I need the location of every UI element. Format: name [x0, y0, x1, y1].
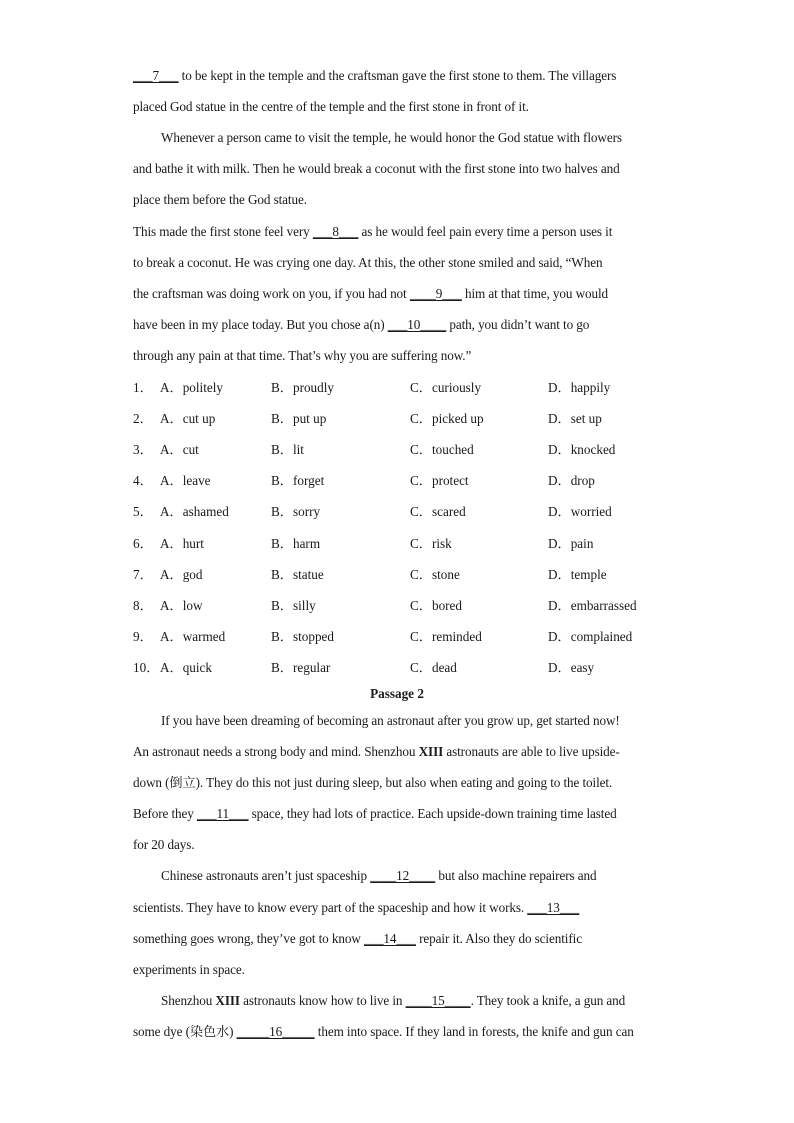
question-row	[133, 380, 693, 396]
text-line	[133, 900, 673, 916]
question-row	[133, 660, 693, 676]
text-line	[133, 99, 673, 115]
text-segment: down (倒立). They do this not just during sleep, but also when eating and going to the toilet.	[133, 775, 613, 790]
text-segment: as he would feel pain every time a person uses it	[358, 224, 613, 239]
question-row	[133, 504, 693, 520]
text-segment: but also machine repairers and	[435, 868, 597, 883]
text-segment: them into space. If they land in forests, the knife and gun can	[314, 1024, 634, 1039]
text-line	[133, 224, 673, 240]
text-line	[133, 837, 673, 853]
text-line	[133, 931, 673, 947]
option-b: B．put up	[271, 411, 327, 426]
option-c: C．risk	[410, 536, 452, 551]
option-b: B．harm	[271, 536, 321, 551]
text-line	[133, 348, 673, 364]
question-number: 2．	[133, 411, 153, 426]
question-row	[133, 473, 693, 489]
question-number: 1．	[133, 380, 153, 395]
option-b: B．forget	[271, 473, 325, 488]
option-c: C．bored	[410, 598, 463, 613]
answer-blank: ___13___	[527, 900, 580, 915]
option-c: C．scared	[410, 504, 466, 519]
option-a: A．warmed	[160, 629, 226, 644]
option-d: D．complained	[548, 629, 633, 644]
question-row	[133, 442, 693, 458]
option-c: C．stone	[410, 567, 460, 582]
option-d: D．knocked	[548, 442, 616, 457]
text-segment: Shenzhou	[161, 993, 216, 1008]
text-segment: him at that time, you would	[461, 286, 609, 301]
question-row	[133, 411, 693, 427]
option-b: B．proudly	[271, 380, 335, 395]
option-d: D．embarrassed	[548, 598, 637, 613]
option-b: B．sorry	[271, 504, 321, 519]
option-a: A．politely	[160, 380, 224, 395]
text-line	[133, 317, 673, 333]
text-segment: through any pain at that time. That’s why you are suffering now.”	[133, 348, 472, 363]
option-c: C．protect	[410, 473, 469, 488]
option-d: D．happily	[548, 380, 611, 395]
answer-blank: ____15____	[405, 993, 471, 1008]
option-b: B．stopped	[271, 629, 335, 644]
question-row	[133, 629, 693, 645]
option-c: C．picked up	[410, 411, 484, 426]
answer-blank: ___8___	[312, 224, 359, 239]
text-line	[133, 192, 673, 208]
question-row	[133, 598, 693, 614]
question-number: 8．	[133, 598, 153, 613]
answer-blank: ____12____	[370, 868, 436, 883]
question-number: 10．	[133, 660, 160, 675]
bold-text: XIII	[215, 993, 240, 1008]
text-line	[133, 255, 673, 271]
option-d: D．easy	[548, 660, 595, 675]
text-line	[133, 68, 673, 84]
answer-blank: ___7___	[133, 68, 179, 83]
text-line	[133, 744, 673, 760]
option-a: A．cut	[160, 442, 199, 457]
text-segment: If you have been dreaming of becoming an astronaut after you grow up, get started now!	[161, 713, 620, 728]
option-b: B．silly	[271, 598, 316, 613]
text-segment: some dye (染色水)	[133, 1024, 237, 1039]
text-segment: Whenever a person came to visit the temple, he would honor the God statue with flowers	[161, 130, 622, 145]
answer-blank: ___14___	[363, 931, 416, 946]
question-number: 4．	[133, 473, 153, 488]
answer-blank: ___11___	[196, 806, 249, 821]
text-line	[133, 286, 673, 302]
text-segment: This made the first stone feel very	[133, 224, 313, 239]
text-segment: scientists. They have to know every part of the spaceship and how it works.	[133, 900, 528, 915]
option-d: D．temple	[548, 567, 607, 582]
question-number: 6．	[133, 536, 153, 551]
option-a: A．god	[160, 567, 203, 582]
text-line	[133, 775, 673, 791]
text-segment: the craftsman was doing work on you, if you had not	[133, 286, 410, 301]
text-segment: repair it. Also they do scientific	[415, 931, 582, 946]
option-d: D．set up	[548, 411, 602, 426]
option-a: A．hurt	[160, 536, 204, 551]
answer-blank: ___10____	[387, 317, 447, 332]
bold-text: XIII	[418, 744, 444, 759]
text-line	[161, 713, 701, 729]
text-line	[161, 993, 701, 1009]
passage-2-title: Passage 2	[370, 686, 424, 701]
question-row	[133, 536, 693, 552]
option-d: D．drop	[548, 473, 595, 488]
option-c: C．reminded	[410, 629, 482, 644]
text-segment: space, they had lots of practice. Each upside-down training time lasted	[248, 806, 617, 821]
option-a: A．leave	[160, 473, 211, 488]
text-line	[161, 130, 701, 146]
question-number: 5．	[133, 504, 153, 519]
text-line	[133, 1024, 673, 1040]
text-segment: to break a coconut. He was crying one day. At this, the other stone smiled and said, “When	[133, 255, 603, 270]
text-line	[133, 161, 673, 177]
text-line	[161, 868, 701, 884]
text-segment: placed God statue in the centre of the temple and the first stone in front of it.	[133, 99, 529, 114]
question-number: 9．	[133, 629, 153, 644]
option-b: B．statue	[271, 567, 324, 582]
text-segment: to be kept in the temple and the craftsman gave the first stone to them. The villagers	[178, 68, 617, 83]
text-segment: Before they	[133, 806, 197, 821]
option-a: A．ashamed	[160, 504, 229, 519]
answer-blank: _____16_____	[236, 1024, 315, 1039]
question-number: 3．	[133, 442, 153, 457]
text-segment: for 20 days.	[133, 837, 195, 852]
option-c: C．touched	[410, 442, 474, 457]
text-segment: place them before the God statue.	[133, 192, 307, 207]
answer-blank: ____9___	[409, 286, 462, 301]
text-segment: An astronaut needs a strong body and mind. Shenzhou	[133, 744, 419, 759]
text-line	[133, 962, 673, 978]
text-segment: Chinese astronauts aren’t just spaceship	[161, 868, 371, 883]
option-a: A．quick	[160, 660, 213, 675]
text-segment: experiments in space.	[133, 962, 245, 977]
question-row	[133, 567, 693, 583]
option-a: A．low	[160, 598, 203, 613]
option-b: B．regular	[271, 660, 331, 675]
option-d: D．worried	[548, 504, 612, 519]
option-d: D．pain	[548, 536, 594, 551]
option-c: C．dead	[410, 660, 457, 675]
option-a: A．cut up	[160, 411, 216, 426]
text-segment: astronauts are able to live upside-	[443, 744, 620, 759]
text-segment: path, you didn’t want to go	[446, 317, 590, 332]
question-number: 7．	[133, 567, 153, 582]
text-segment: and bathe it with milk. Then he would break a coconut with the first stone into two halves and	[133, 161, 620, 176]
text-segment: . They took a knife, a gun and	[470, 993, 626, 1008]
option-c: C．curiously	[410, 380, 482, 395]
text-line	[133, 806, 673, 822]
option-b: B．lit	[271, 442, 304, 457]
text-segment: have been in my place today. But you chose a(n)	[133, 317, 388, 332]
text-segment: something goes wrong, they’ve got to know	[133, 931, 364, 946]
text-segment: astronauts know how to live in	[239, 993, 406, 1008]
